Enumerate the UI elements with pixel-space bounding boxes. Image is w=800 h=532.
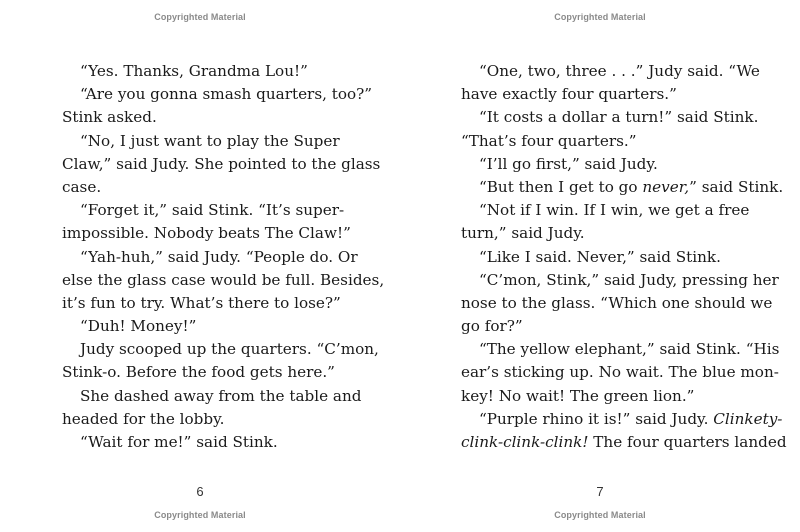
text-line: “The yellow elephant,” said Stink. “His (479, 340, 780, 359)
text-line: impossible. Nobody beats The Claw!” (62, 224, 351, 243)
text-line: Claw,” said Judy. She pointed to the glass (62, 154, 381, 173)
italic-run: clink-clink-clink! (461, 433, 589, 451)
text-line: “Forget it,” said Stink. “It’s super- (80, 201, 345, 220)
text-line: She dashed away from the table and (80, 386, 362, 405)
text-run: The four quarters landed (588, 433, 787, 451)
text-run: ” said Stink. (689, 177, 784, 196)
text-line: “One, two, three . . .” Judy said. “We (479, 62, 760, 80)
text-line: “I’ll go first,” said Judy. (479, 154, 658, 173)
text-run: “But then I get to go (479, 177, 643, 196)
text-line: headed for the lobby. (62, 409, 225, 428)
text-line: it’s fun to try. What’s there to lose?” (62, 293, 341, 312)
text-line (461, 176, 784, 199)
page-body-text (461, 60, 787, 454)
text-line: “Wait for me!” said Stink. (80, 433, 278, 451)
text-line: go for?” (461, 317, 523, 336)
page-number: 7 (596, 484, 604, 499)
text-line: have exactly four quarters.” (461, 85, 677, 104)
text-line: “Yes. Thanks, Grandma Lou!” (80, 62, 308, 80)
text-line: “That’s four quarters.” (461, 131, 637, 150)
text-line: Stink asked. (62, 108, 157, 127)
text-line: else the glass case would be full. Besides, (62, 270, 385, 289)
copyright-header: Copyrighted Material (154, 12, 246, 22)
text-line: “No, I just want to play the Super (80, 131, 340, 150)
text-line: “Duh! Money!” (80, 317, 197, 336)
text-line: turn,” said Judy. (461, 224, 585, 243)
page-body-text (62, 60, 385, 454)
right-page (400, 0, 800, 532)
text-line: nose to the glass. “Which one should we (461, 293, 773, 312)
text-line: case. (62, 177, 102, 196)
text-line: “Not if I win. If I win, we get a free (479, 201, 750, 220)
copyright-header: Copyrighted Material (554, 12, 646, 22)
italic-run: Clinkety- (713, 409, 783, 428)
page-number: 6 (196, 484, 204, 499)
text-line: Stink-o. Before the food gets here.” (62, 363, 335, 382)
copyright-footer: Copyrighted Material (154, 510, 246, 520)
text-line (461, 408, 783, 431)
text-line: “It costs a dollar a turn!” said Stink. (479, 108, 759, 127)
text-line (461, 431, 787, 454)
text-run: “Purple rhino it is!” said Judy. (479, 409, 714, 428)
italic-run: never, (642, 177, 690, 196)
text-line: “Like I said. Never,” said Stink. (479, 247, 721, 266)
copyright-footer: Copyrighted Material (554, 510, 646, 520)
text-line: key! No wait! The green lion.” (461, 386, 695, 405)
text-line: “Yah-huh,” said Judy. “People do. Or (80, 247, 358, 266)
text-line: ear’s sticking up. No wait. The blue mon- (461, 363, 779, 382)
text-line: Judy scooped up the quarters. “C’mon, (80, 340, 379, 359)
text-line: “C’mon, Stink,” said Judy, pressing her (479, 270, 779, 289)
text-line: “Are you gonna smash quarters, too?” (80, 85, 373, 104)
